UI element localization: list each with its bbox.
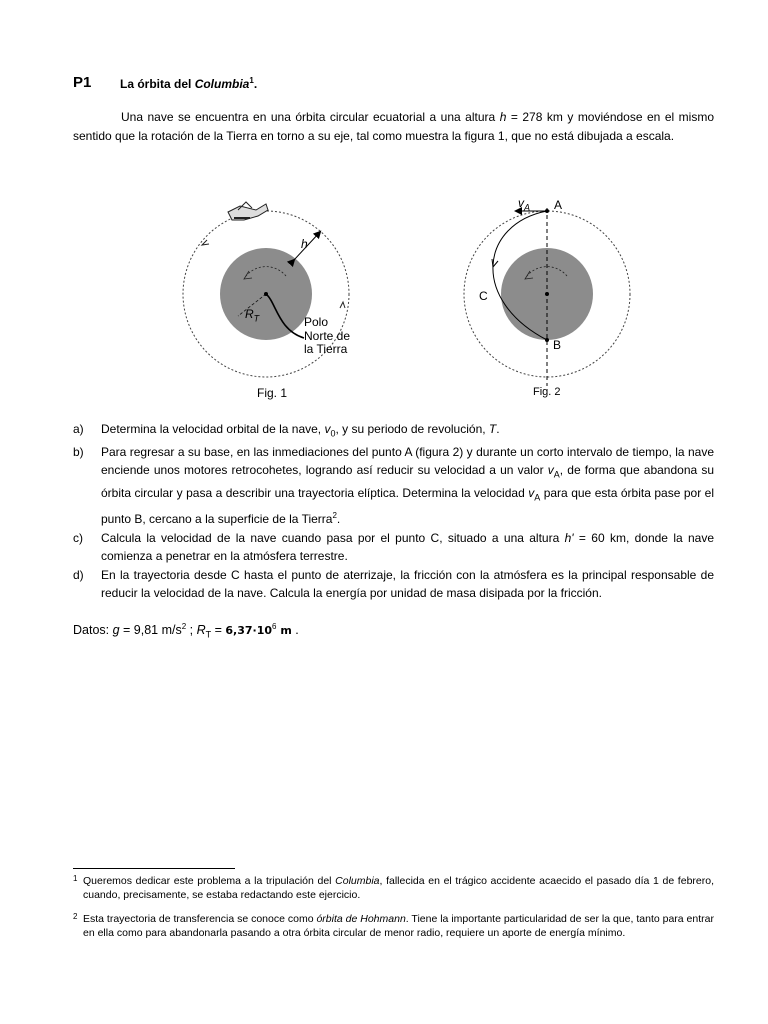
label-vA: $v_A$	[518, 196, 531, 213]
label-B: B	[553, 338, 562, 352]
problem-number: P1	[73, 74, 92, 91]
figures-svg	[0, 190, 768, 410]
datos-line: Datos: g = 9,81 $m/s^2$ ; $R_T = 6,37\cdot 10^6$ m .	[73, 622, 299, 640]
label-C: C	[479, 289, 488, 303]
fig1-caption: Fig. 1	[257, 386, 288, 400]
question-a: a) Determina la velocidad orbital de la nave, $v_0$, y su periodo de revolución, T.	[73, 422, 500, 439]
intro-paragraph: Una nave se encuentra en una órbita circular ecuatorial a una altura h = 278 km y moviéndose en el mismo sentido que la rotación de la Tierra en torno a su eje, tal como muestra la figura 1, que no está dibujada a escala.	[73, 110, 714, 143]
problem-header	[73, 74, 258, 91]
label-polo-norte: Polo Norte de la Tierra	[304, 315, 351, 356]
point-A	[545, 209, 549, 213]
questions-list	[73, 420, 714, 603]
footnote-2: 2 Esta trayectoria de transferencia se conoce como órbita de Hohmann. Tiene la importante particularidad de ser la que, tanto para entrar en ella como para abandonarla pasando a otra órbita circular de menor radio, requiere un aporte de energía mínimo.	[73, 912, 714, 939]
footnote-1: 1 Queremos dedicar este problema a la tripulación del Columbia, fallecida en el trágico accidente acaecido el pasado día 1 de febrero, cuando, precisamente, se estaba redactando este ejercicio.	[73, 874, 714, 901]
label-A: A	[554, 198, 563, 212]
space-shuttle-icon	[228, 202, 268, 220]
figure-2	[464, 208, 630, 386]
question-b: b) Para regresar a su base, en las inmediaciones del punto A (figura 2) y durante un corto intervalo de tiempo, la nave enciende unos motores retrocohetes, logrando así reducir su velocidad a un valor $v_A$, de forma que abandona su órbita circular y pasa a describir una trayectoria elíptica. Determina la velocidad $v_A$ para que esta órbita pase por el punto B, cercano a la superficie de la Tierra$^2$.	[73, 444, 714, 527]
fig2-caption: Fig. 2	[533, 386, 561, 398]
label-h: h	[301, 237, 308, 251]
question-c: c) Calcula la velocidad de la nave cuando pasa por el punto C, situado a una altura h' = 60 km, donde la nave comienza a penetrar en la atmósfera terrestre.	[73, 530, 715, 564]
question-d: d) En la trayectoria desde C hasta el punto de aterrizaje, la fricción con la atmósfera es la principal responsable de reducir la velocidad de la nave. Calcula la energía por unidad de masa disipada por la fricción.	[73, 567, 714, 601]
figures	[0, 190, 768, 410]
label-radius: $R_T$	[245, 307, 260, 324]
orbit-direction-arrow	[202, 240, 209, 245]
point-B	[545, 338, 549, 342]
footnote-separator	[73, 868, 235, 869]
problem-title: La órbita del Columbia$^1$.	[120, 76, 258, 91]
